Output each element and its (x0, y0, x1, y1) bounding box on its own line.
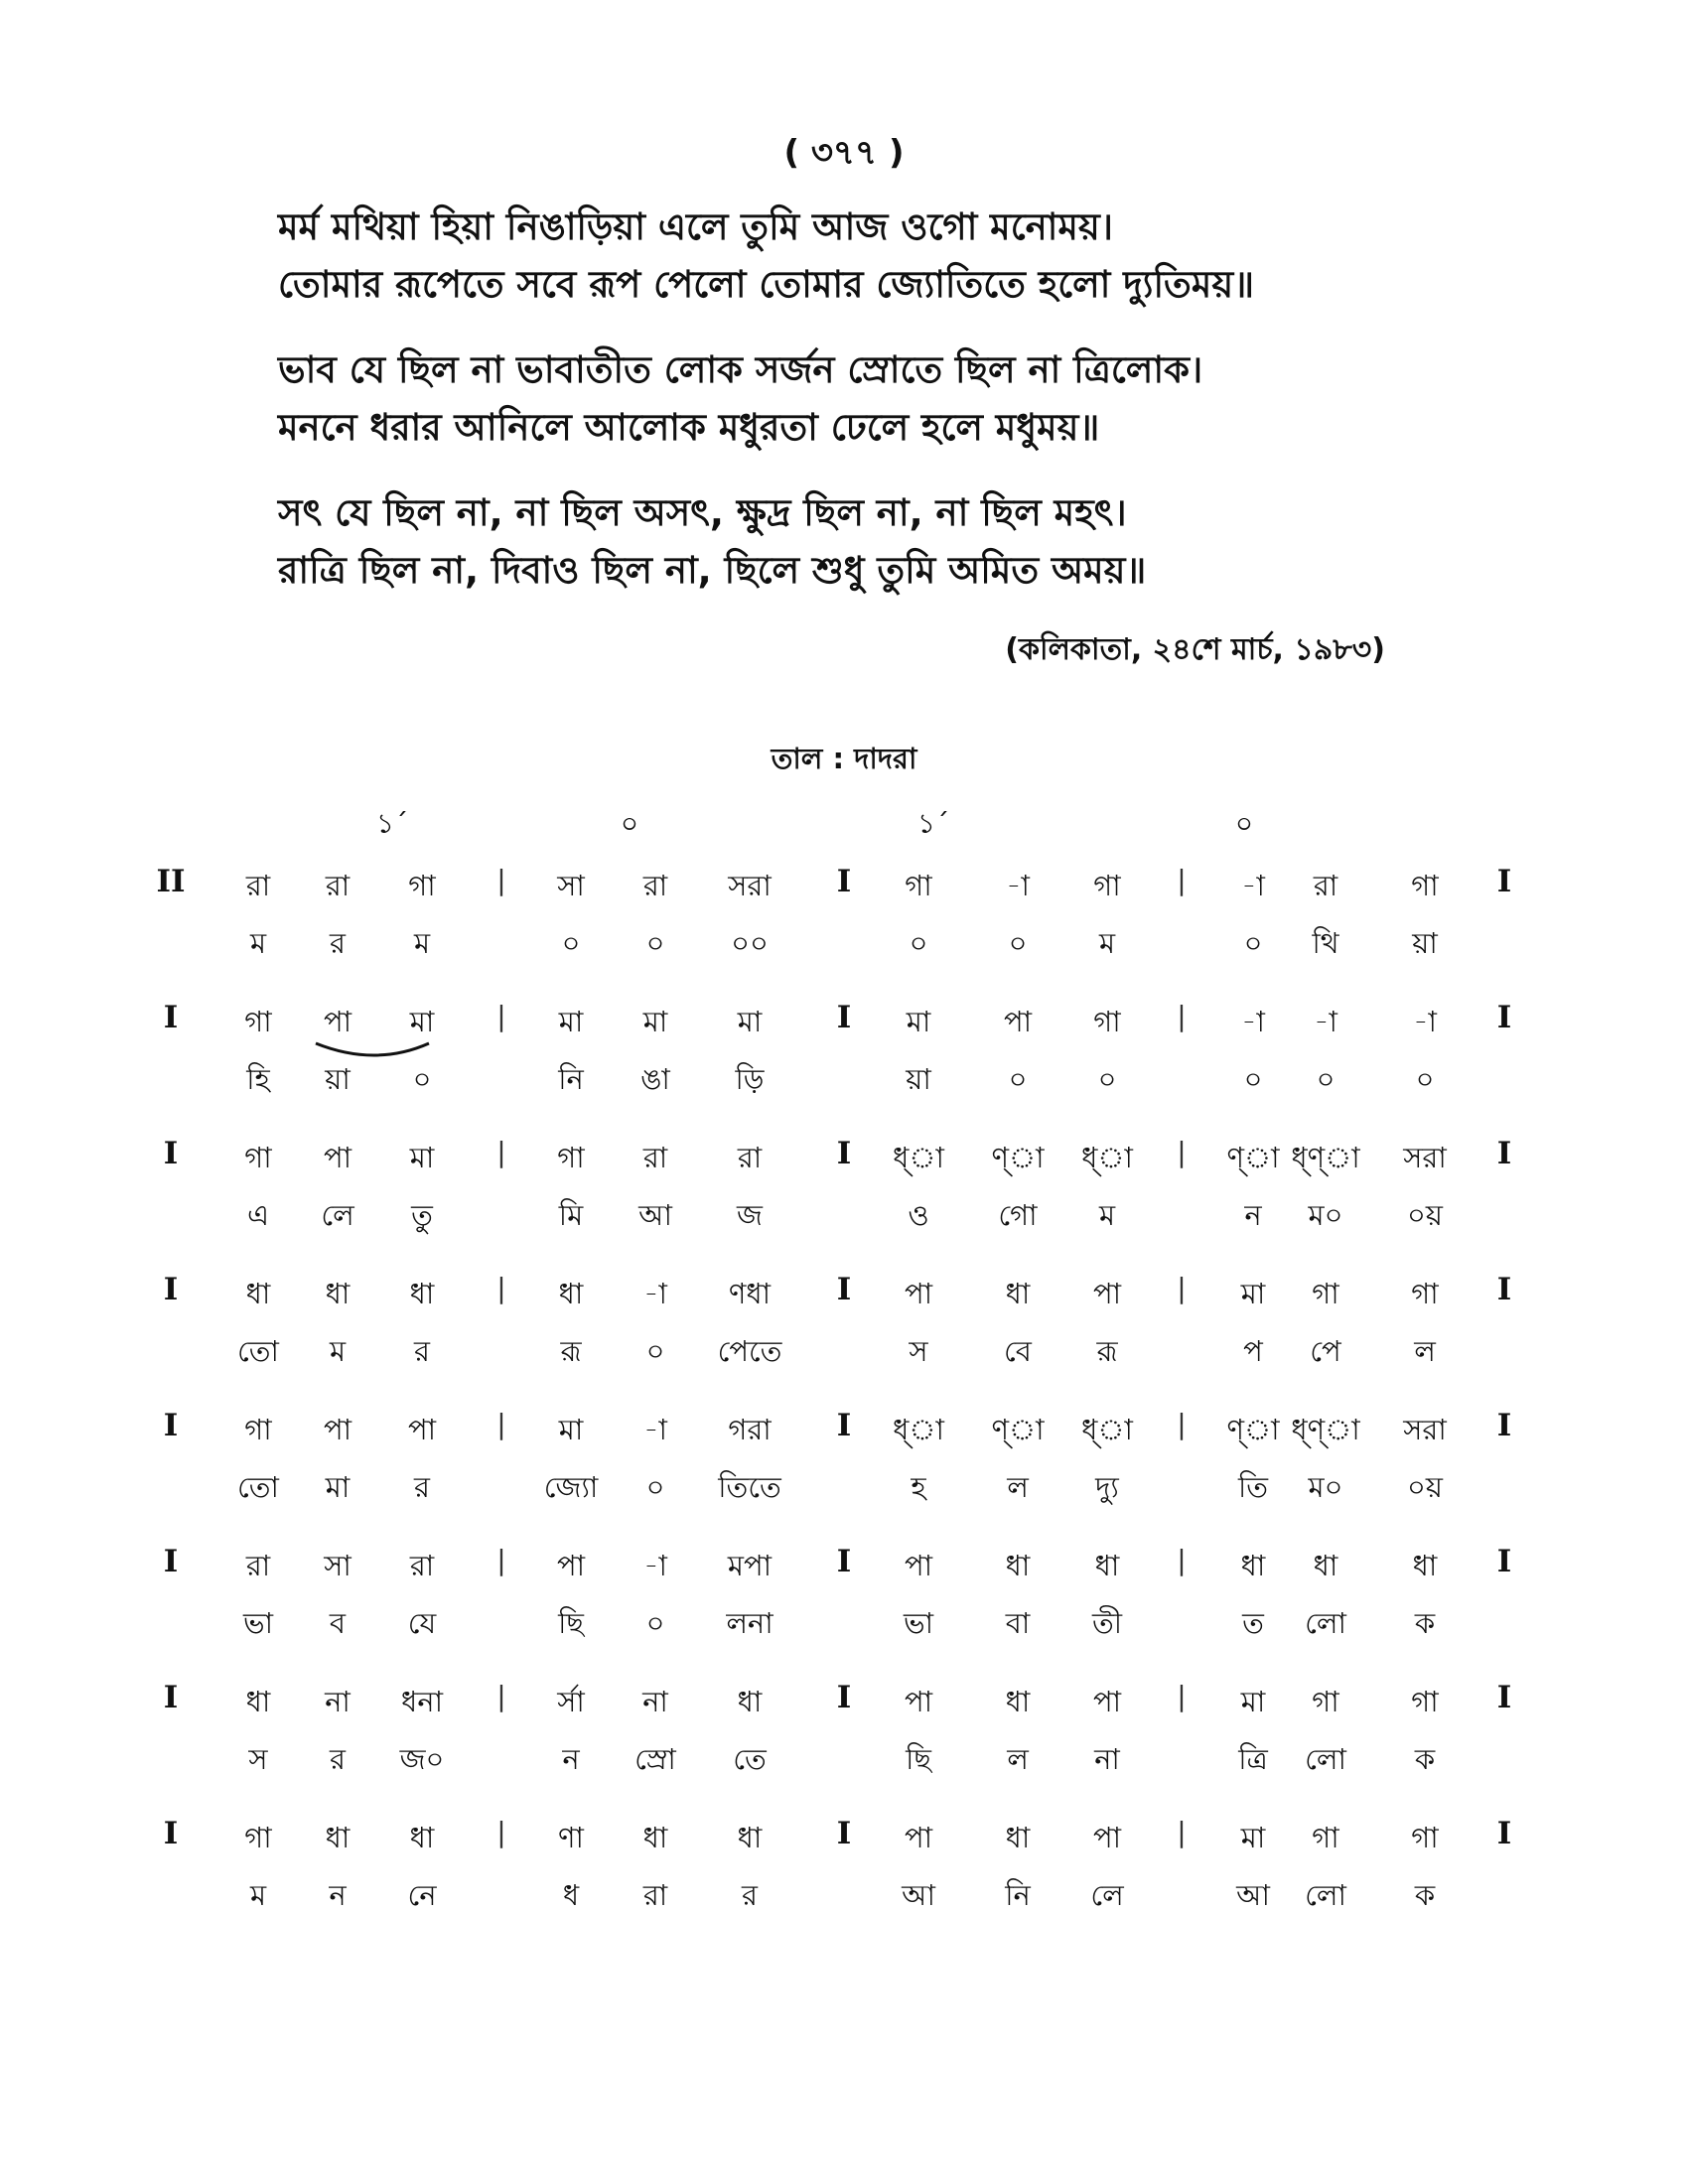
beat-divider: | (496, 1408, 506, 1440)
beat-mark: ০ (1234, 807, 1254, 840)
bani-cell: ল (1414, 1334, 1436, 1368)
meend-slur (0, 1000, 1688, 1079)
bani-cell: নি (558, 1062, 584, 1096)
bani-cell: স (909, 1334, 928, 1368)
swara-cell: রা (1313, 869, 1338, 902)
swara-cell: গা (1093, 1005, 1121, 1038)
bani-cell: ভা (903, 1606, 934, 1640)
swara-line (0, 1136, 1688, 1185)
bar-line-mid: I (836, 1680, 852, 1715)
swara-cell: মা (1240, 1277, 1266, 1310)
bani-cell: লনা (726, 1606, 774, 1640)
swara-cell: ধা (245, 1685, 271, 1718)
bani-cell: ব (329, 1606, 347, 1640)
dateline: (কলিকাতা, ২৪শে মার্চ, ১৯৮৩) (1005, 632, 1385, 667)
swara-cell: গা (244, 1141, 272, 1174)
bani-cell: ০ (1316, 1062, 1336, 1096)
bani-cell: ছি (906, 1742, 931, 1776)
swara-cell: পা (904, 1277, 933, 1310)
bani-cell: ০০ (731, 926, 769, 960)
bani-cell: লে (1090, 1878, 1124, 1912)
bani-cell: এ (246, 1198, 270, 1232)
beat-mark: ১´ (375, 807, 409, 840)
bani-cell: ভা (242, 1606, 274, 1640)
swara-cell: পা (407, 1413, 437, 1446)
swara-cell: ধ্া (1081, 1141, 1133, 1174)
bar-line-end: I (1496, 864, 1512, 899)
bani-cell: হি (246, 1062, 270, 1096)
bani-cell: য়া (1412, 926, 1438, 960)
swara-cell: -া (1241, 1005, 1265, 1038)
swara-cell: ধা (1240, 1549, 1266, 1582)
poem-line: মননে ধরার আনিলে আলোক মধুরতা ঢেলে হলে মধুময়॥ (278, 406, 1100, 449)
bani-cell: ক (1414, 1878, 1436, 1912)
swara-cell: গা (1411, 869, 1439, 902)
swara-cell: ধ্ণ্া (1291, 1413, 1360, 1446)
bani-cell: ক (1414, 1606, 1436, 1640)
bani-cell: যে (407, 1606, 437, 1640)
swara-cell: ধ্া (893, 1413, 944, 1446)
swara-cell: ণ্া (1226, 1413, 1280, 1446)
swara-line (0, 864, 1688, 913)
bar-line-start: I (163, 1680, 179, 1715)
bar-line-end: I (1496, 1544, 1512, 1579)
swara-cell: -া (643, 1413, 667, 1446)
swara-cell: গা (244, 1005, 272, 1038)
notation-row (0, 1544, 1688, 1680)
bar-line-mid: I (836, 1408, 852, 1443)
notation-row (0, 1000, 1688, 1136)
bani-cell: তি (1237, 1470, 1269, 1504)
bani-cell: লো (1305, 1742, 1346, 1776)
swara-cell: পা (1092, 1821, 1122, 1854)
bani-cell: তো (237, 1470, 279, 1504)
bani-cell: ০য় (1407, 1198, 1443, 1232)
swara-line (0, 1544, 1688, 1593)
bani-cell: তে (733, 1742, 767, 1776)
swara-cell: -া (643, 1549, 667, 1582)
bani-cell: ল (1007, 1470, 1029, 1504)
poem-line: তোমার রূপেতে সবে রূপ পেলো তোমার জ্যোতিতে হলো দ্যুতিময়॥ (278, 263, 1255, 306)
swara-cell: মা (737, 1005, 763, 1038)
bani-cell: জ০ (399, 1742, 445, 1776)
swara-cell: সরা (728, 869, 772, 902)
bani-cell: লো (1305, 1606, 1346, 1640)
swara-cell: পা (556, 1549, 586, 1582)
bani-cell: পে (1310, 1334, 1341, 1368)
swara-cell: ধা (1005, 1821, 1031, 1854)
beat-divider: | (496, 1544, 506, 1576)
swara-cell: মা (1240, 1821, 1266, 1854)
swara-cell: ধনা (401, 1685, 443, 1718)
swara-cell: -া (1314, 1005, 1337, 1038)
swara-cell: র্সা (557, 1685, 585, 1718)
poem-line: ভাব যে ছিল না ভাবাতীত লোক সর্জন স্রোতে ছিল না ত্রিলোক। (278, 348, 1203, 391)
swara-cell: গা (1093, 869, 1121, 902)
beat-marks (0, 802, 1688, 842)
bani-cell: তু (411, 1198, 433, 1232)
swara-cell: মা (409, 1141, 435, 1174)
swara-cell: ধ্ণ্া (1291, 1141, 1360, 1174)
bani-cell: লে (321, 1198, 354, 1232)
bani-cell: মা (325, 1470, 351, 1504)
page-number: ( ৩৭৭ ) (783, 133, 905, 173)
beat-mark: ১´ (916, 807, 950, 840)
notation-row (0, 1272, 1688, 1408)
swara-cell: গা (1312, 1685, 1339, 1718)
bar-line-mid: I (836, 1000, 852, 1035)
bani-cell: স্রো (634, 1742, 676, 1776)
beat-divider: | (1177, 1000, 1187, 1032)
bani-cell: পেতে (717, 1334, 782, 1368)
poem (278, 199, 1519, 627)
bani-cell: ল (1007, 1742, 1029, 1776)
bani-line (0, 921, 1688, 971)
stanza-2 (278, 341, 1519, 457)
poem-line: সৎ যে ছিল না, না ছিল অসৎ, ক্ষুদ্র ছিল না, না ছিল মহৎ। (278, 491, 1127, 534)
swara-cell: ধা (558, 1277, 584, 1310)
bar-line-end: I (1496, 1816, 1512, 1851)
bani-cell: ম (1098, 1198, 1116, 1232)
swara-cell: রা (245, 1549, 271, 1582)
bar-line-start: I (163, 1000, 179, 1035)
bani-cell: ০ (645, 1606, 665, 1640)
swara-cell: রা (737, 1141, 763, 1174)
swara-cell: ণ্া (991, 1413, 1045, 1446)
bani-cell: আ (638, 1198, 672, 1232)
bani-cell: র (414, 1334, 430, 1368)
bani-cell: ঙা (640, 1062, 670, 1096)
swara-cell: সা (324, 1549, 352, 1582)
swara-cell: গা (1411, 1821, 1439, 1854)
swara-cell: ণধা (728, 1277, 772, 1310)
bani-line (0, 1737, 1688, 1787)
bani-cell: দ্যু (1095, 1470, 1119, 1504)
bani-cell: আ (902, 1878, 935, 1912)
bani-cell: ম (329, 1334, 347, 1368)
swara-cell: না (325, 1685, 351, 1718)
beat-divider: | (1177, 1680, 1187, 1712)
bar-line-start: I (163, 1544, 179, 1579)
beat-mark: ০ (620, 807, 639, 840)
beat-divider: | (496, 1136, 506, 1168)
bani-cell: তিতে (718, 1470, 781, 1504)
swara-cell: গা (1312, 1821, 1339, 1854)
swara-cell: রা (642, 1141, 668, 1174)
bani-cell: ০ (645, 1470, 665, 1504)
swara-cell: ধা (409, 1821, 435, 1854)
swara-cell: মা (906, 1005, 931, 1038)
swara-cell: পা (1092, 1685, 1122, 1718)
swara-cell: সরা (1403, 1141, 1447, 1174)
poem-line: রাত্রি ছিল না, দিবাও ছিল না, ছিলে শুধু তুমি অমিত অময়॥ (278, 549, 1147, 592)
bani-cell: ০ (645, 1334, 665, 1368)
stanza-1 (278, 199, 1519, 314)
swara-cell: গা (1411, 1277, 1439, 1310)
bani-cell: ০ (645, 926, 665, 960)
bani-cell: নে (407, 1878, 437, 1912)
bani-line (0, 1601, 1688, 1651)
swara-cell: ধা (245, 1277, 271, 1310)
swara-cell: ধ্া (1081, 1413, 1133, 1446)
swara-cell: ধা (737, 1685, 763, 1718)
bani-cell: র (330, 1742, 346, 1776)
beat-divider: | (1177, 1816, 1187, 1848)
bani-cell: ন (1244, 1198, 1262, 1232)
bani-cell: রূ (1096, 1334, 1118, 1368)
bani-cell: রা (642, 1878, 668, 1912)
swara-cell: রা (245, 869, 271, 902)
bani-cell: স (248, 1742, 268, 1776)
notation-row (0, 1816, 1688, 1952)
bar-line-mid: I (836, 1136, 852, 1171)
bani-cell: থি (1312, 926, 1339, 960)
bani-cell: র (414, 1470, 430, 1504)
swara-cell: পা (904, 1821, 933, 1854)
bani-cell: বে (1004, 1334, 1032, 1368)
swara-cell: ণ্া (1226, 1141, 1280, 1174)
beat-divider: | (496, 864, 506, 896)
bani-cell: ০ (1008, 926, 1028, 960)
swara-cell: ধ্া (893, 1141, 944, 1174)
bani-cell: ধ (562, 1878, 580, 1912)
swara-cell: গা (244, 1821, 272, 1854)
bani-cell: ম (249, 926, 267, 960)
bani-cell: ০ (909, 926, 928, 960)
beat-divider: | (496, 1272, 506, 1304)
beat-divider: | (496, 1680, 506, 1712)
bani-cell: ও (908, 1198, 929, 1232)
bani-cell: ড়ি (735, 1062, 765, 1096)
bani-cell: গো (998, 1198, 1038, 1232)
swara-cell: সা (557, 869, 585, 902)
swara-cell: গা (557, 1141, 585, 1174)
bani-cell: রূ (560, 1334, 582, 1368)
bani-cell: ন (329, 1878, 347, 1912)
swara-cell: না (642, 1685, 668, 1718)
bani-cell: জ (737, 1198, 763, 1232)
swara-cell: পা (323, 1413, 352, 1446)
swara-cell: ণা (558, 1821, 584, 1854)
bani-cell: নি (1005, 1878, 1031, 1912)
swara-cell: ধা (325, 1821, 351, 1854)
swara-cell: -া (643, 1277, 667, 1310)
swara-cell: পা (904, 1549, 933, 1582)
bani-cell: ছি (558, 1606, 584, 1640)
bani-cell: ন (562, 1742, 580, 1776)
notation-row (0, 1408, 1688, 1544)
bani-line (0, 1193, 1688, 1243)
beat-divider: | (1177, 1408, 1187, 1440)
bani-cell: ম০ (1308, 1198, 1343, 1232)
swara-cell: পা (323, 1005, 352, 1038)
bar-line-end: I (1496, 1136, 1512, 1171)
notation-row (0, 1136, 1688, 1272)
bani-line (0, 1465, 1688, 1515)
beat-divider: | (1177, 864, 1187, 896)
bani-cell: ত (1242, 1606, 1264, 1640)
notation-table (0, 864, 1688, 1952)
bani-cell: ম (249, 1878, 267, 1912)
notation-row (0, 864, 1688, 1000)
bani-cell: ০য় (1407, 1470, 1443, 1504)
swara-cell: ধা (409, 1277, 435, 1310)
swara-cell: সরা (1403, 1413, 1447, 1446)
swara-line (0, 1680, 1688, 1729)
swara-line (0, 1408, 1688, 1457)
swara-cell: ধা (1412, 1549, 1438, 1582)
bar-line-start: I (163, 1136, 179, 1171)
bani-cell: না (1094, 1742, 1120, 1776)
swara-cell: গা (905, 869, 932, 902)
bani-cell: জ্যো (543, 1470, 599, 1504)
swara-cell: ধা (1313, 1549, 1338, 1582)
beat-divider: | (496, 1816, 506, 1848)
notation-row (0, 1680, 1688, 1816)
bar-line-end: I (1496, 1680, 1512, 1715)
swara-cell: মা (409, 1005, 435, 1038)
bani-cell: মি (558, 1198, 584, 1232)
swara-cell: মা (642, 1005, 668, 1038)
bani-cell: য়া (906, 1062, 931, 1096)
swara-cell: পা (323, 1141, 352, 1174)
swara-cell: -া (1241, 869, 1265, 902)
bar-line-start: II (156, 864, 186, 899)
swara-cell: গরা (728, 1413, 772, 1446)
swara-line (0, 1272, 1688, 1321)
bani-cell: ০ (561, 926, 581, 960)
beat-divider: | (496, 1000, 506, 1032)
bani-cell: আ (1236, 1878, 1270, 1912)
bani-cell: তী (1091, 1606, 1123, 1640)
swara-cell: ধা (1005, 1549, 1031, 1582)
bani-cell: লো (1305, 1878, 1346, 1912)
bani-cell: ক (1414, 1742, 1436, 1776)
bani-cell: বা (1005, 1606, 1031, 1640)
swara-cell: পা (904, 1685, 933, 1718)
bar-line-start: I (163, 1408, 179, 1443)
bar-line-start: I (163, 1816, 179, 1851)
swara-cell: মা (558, 1005, 584, 1038)
bani-cell: ০ (1008, 1062, 1028, 1096)
bani-cell: ০ (1415, 1062, 1435, 1096)
swara-cell: রা (409, 1549, 435, 1582)
bar-line-end: I (1496, 1408, 1512, 1443)
bar-line-mid: I (836, 1272, 852, 1307)
swara-cell: ধা (737, 1821, 763, 1854)
bar-line-end: I (1496, 1272, 1512, 1307)
bar-line-start: I (163, 1272, 179, 1307)
poem-line: মর্ম মথিয়া হিয়া নিঙাড়িয়া এলে তুমি আজ ওগো মনোময়। (278, 205, 1113, 248)
swara-cell: রা (325, 869, 351, 902)
swara-cell: ণ্া (991, 1141, 1045, 1174)
bani-cell: ম (413, 926, 431, 960)
bani-line (0, 1873, 1688, 1923)
swara-cell: মপা (727, 1549, 773, 1582)
beat-divider: | (1177, 1136, 1187, 1168)
swara-cell: -া (1006, 869, 1030, 902)
bani-cell: ম (1098, 926, 1116, 960)
beat-divider: | (1177, 1544, 1187, 1576)
bani-cell: ০ (412, 1062, 432, 1096)
swara-cell: পা (1092, 1277, 1122, 1310)
swara-cell: পা (1003, 1005, 1033, 1038)
bani-cell: ০ (1243, 1062, 1263, 1096)
bani-cell: র (330, 926, 346, 960)
bani-cell: প (1243, 1334, 1263, 1368)
bani-cell: ০ (1097, 1062, 1117, 1096)
swara-cell: গা (1312, 1277, 1339, 1310)
bani-cell: ম০ (1308, 1470, 1343, 1504)
swara-cell: -া (1413, 1005, 1437, 1038)
bani-cell: র (742, 1878, 758, 1912)
swara-cell: মা (558, 1413, 584, 1446)
swara-cell: ধা (1005, 1277, 1031, 1310)
bani-cell: ত্রি (1238, 1742, 1268, 1776)
bar-line-mid: I (836, 864, 852, 899)
swara-cell: রা (642, 869, 668, 902)
swara-cell: ধা (1005, 1685, 1031, 1718)
swara-line (0, 1816, 1688, 1865)
bani-cell: য়া (325, 1062, 351, 1096)
meend-curve (316, 1043, 429, 1055)
bani-line (0, 1329, 1688, 1379)
stanza-3 (278, 484, 1519, 600)
swara-cell: গা (408, 869, 436, 902)
swara-cell: গা (1411, 1685, 1439, 1718)
swara-cell: ধা (642, 1821, 668, 1854)
swara-cell: মা (1240, 1685, 1266, 1718)
bani-cell: তো (237, 1334, 279, 1368)
bar-line-mid: I (836, 1816, 852, 1851)
tala-heading: তাল : দাদরা (771, 742, 917, 775)
beat-divider: | (1177, 1272, 1187, 1304)
bani-cell: হ (911, 1470, 926, 1504)
swara-cell: ধা (1094, 1549, 1120, 1582)
swara-cell: ধা (325, 1277, 351, 1310)
bani-cell: ০ (1243, 926, 1263, 960)
bar-line-mid: I (836, 1544, 852, 1579)
swara-cell: গা (244, 1413, 272, 1446)
bar-line-end: I (1496, 1000, 1512, 1035)
